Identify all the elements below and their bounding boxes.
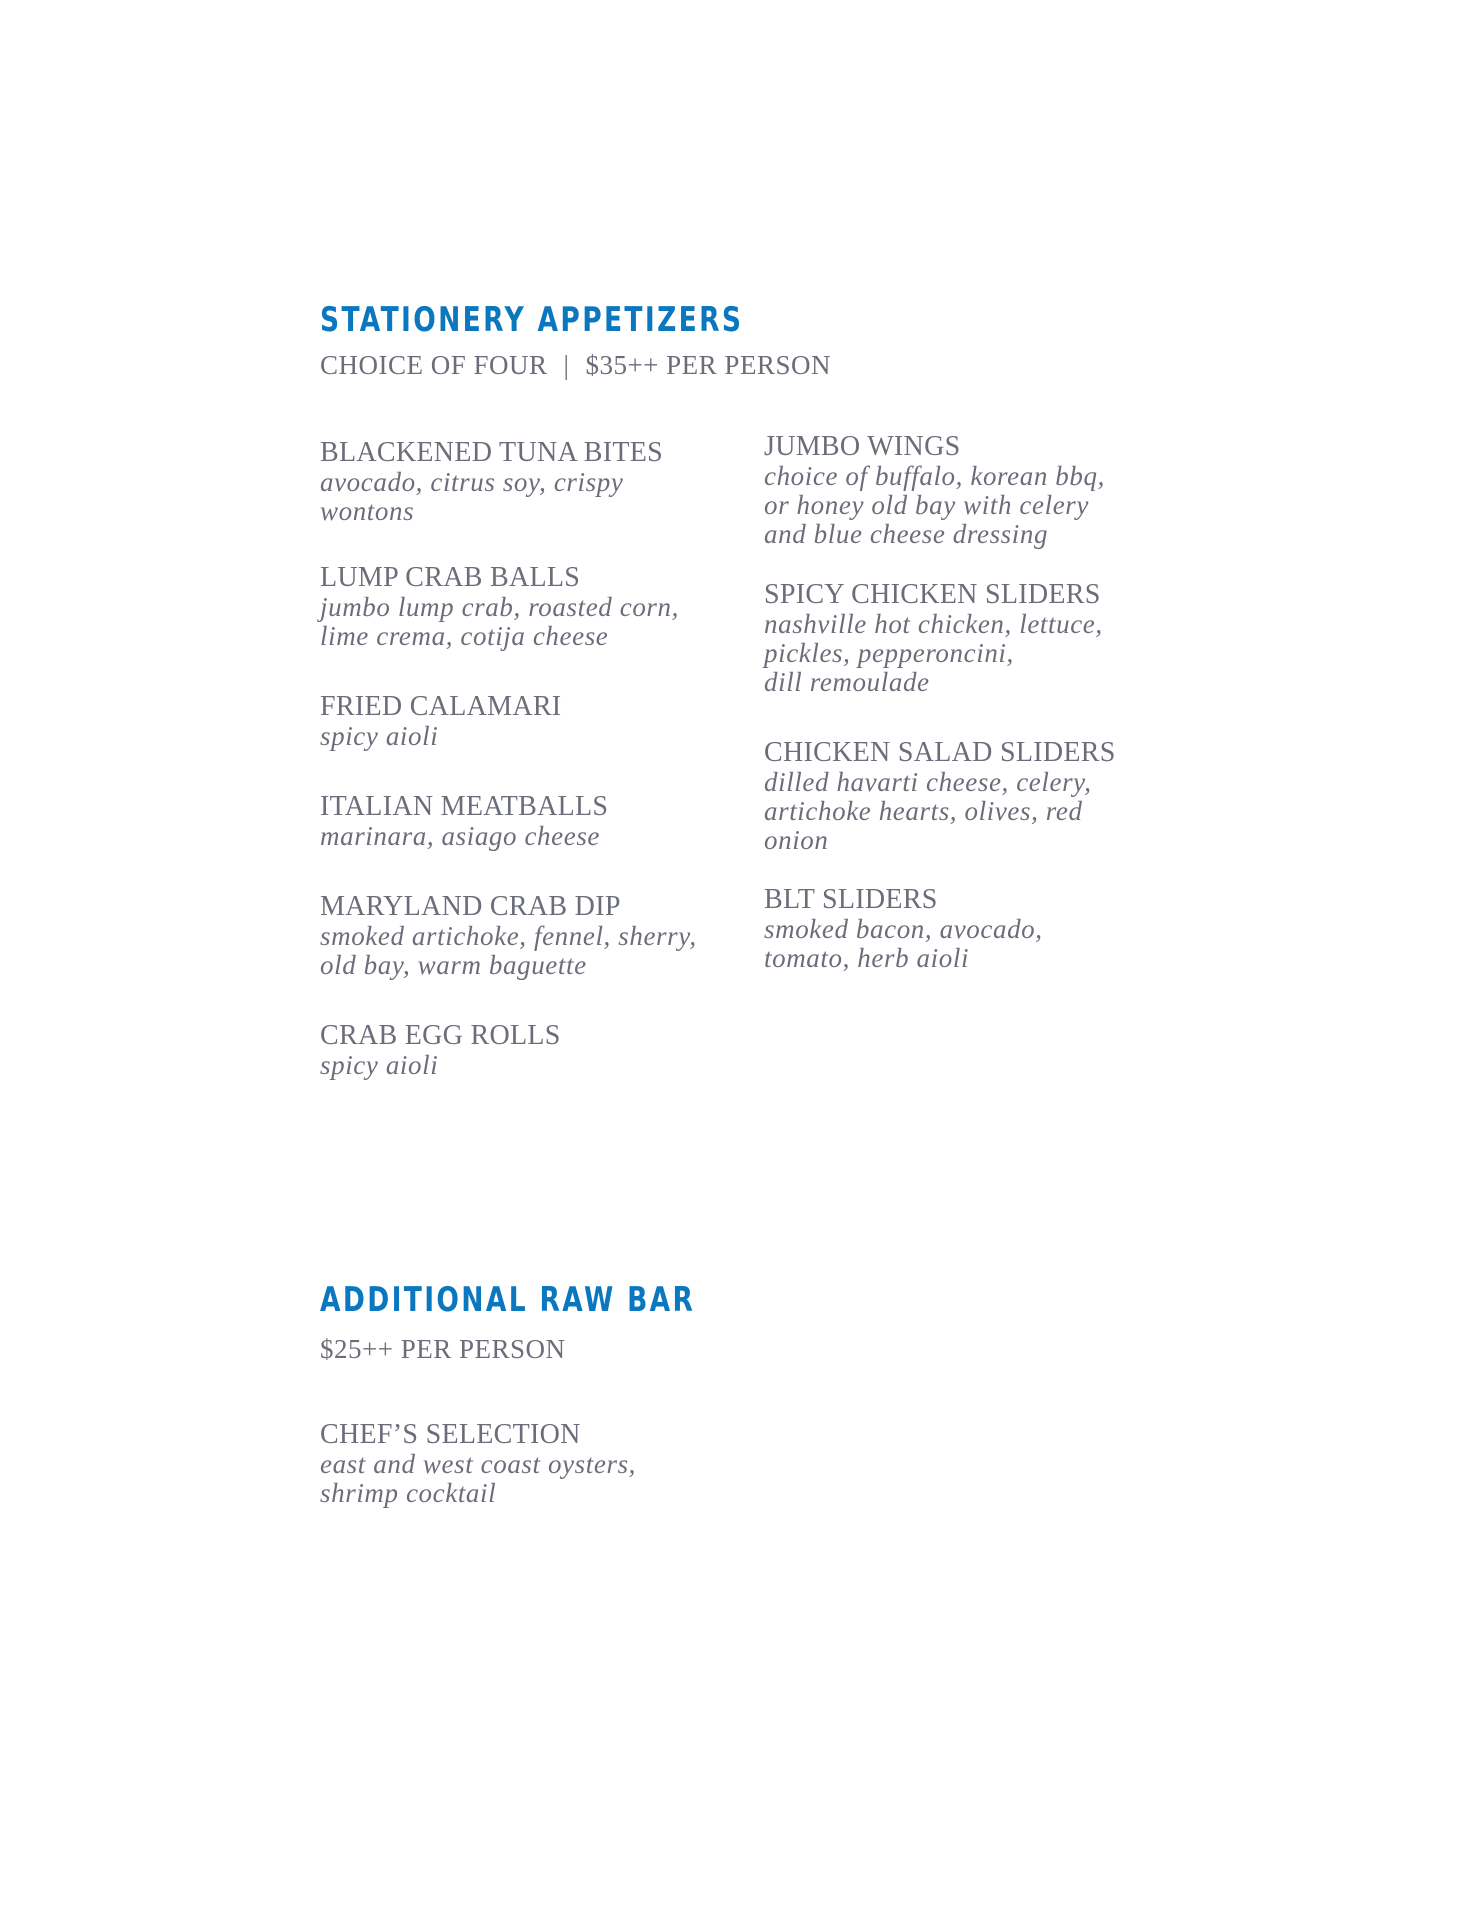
menu-item <box>764 432 1164 549</box>
menu-item <box>320 1021 720 1080</box>
menu-item-description: choice of buffalo, korean bbq, or honey old bay with celery and blue cheese dressing <box>764 461 1105 549</box>
menu-item-name: CHICKEN SALAD SLIDERS <box>764 737 1116 768</box>
menu-item <box>320 892 720 980</box>
menu-item <box>320 563 720 651</box>
menu-item <box>320 792 720 851</box>
menu-item-description: jumbo lump crab, roasted corn, lime crema, cotija cheese <box>320 592 679 651</box>
menu-item <box>320 438 720 526</box>
stationery-separator: | <box>563 350 570 380</box>
menu-item-description: avocado, citrus soy, crispy wontons <box>320 467 624 526</box>
menu-item-name: BLT SLIDERS <box>764 884 938 915</box>
menu-item <box>764 738 1164 855</box>
section-title-stationery-appetizers: STATIONERY APPETIZERS <box>320 300 744 340</box>
menu-item-description: smoked artichoke, fennel, sherry, old bay, warm baguette <box>320 921 697 980</box>
menu-item-name: CHEF’S SELECTION <box>320 1419 581 1450</box>
menu-item <box>320 1420 720 1508</box>
menu-item-name: ITALIAN MEATBALLS <box>320 791 609 822</box>
menu-item <box>764 580 1164 697</box>
stationery-price: $35++ PER PERSON <box>585 350 831 380</box>
menu-item-name: MARYLAND CRAB DIP <box>320 891 621 922</box>
menu-item-name: LUMP CRAB BALLS <box>320 562 581 593</box>
menu-item <box>764 885 1164 973</box>
menu-item-description: marinara, asiago cheese <box>320 821 601 851</box>
menu-item-description: spicy aioli <box>320 1050 439 1080</box>
menu-item <box>320 692 720 751</box>
menu-item-name: SPICY CHICKEN SLIDERS <box>764 579 1101 610</box>
menu-item-name: BLACKENED TUNA BITES <box>320 437 664 468</box>
section-title-additional-raw-bar: ADDITIONAL RAW BAR <box>320 1280 696 1320</box>
raw-bar-price: $25++ PER PERSON <box>320 1334 566 1364</box>
menu-item-description: east and west coast oysters, shrimp cocktail <box>320 1449 637 1508</box>
menu-item-name: FRIED CALAMARI <box>320 691 562 722</box>
menu-item-name: CRAB EGG ROLLS <box>320 1020 561 1051</box>
menu-item-name: JUMBO WINGS <box>764 431 961 462</box>
stationery-subtitle <box>320 350 831 381</box>
menu-item-description: smoked bacon, avocado, tomato, herb aioli <box>764 914 1043 973</box>
stationery-choice: CHOICE OF FOUR <box>320 350 548 380</box>
menu-item-description: spicy aioli <box>320 721 439 751</box>
menu-item-description: nashville hot chicken, lettuce, pickles, pepperoncini, dill remoulade <box>764 609 1103 697</box>
menu-item-description: dilled havarti cheese, celery, artichoke hearts, olives, red onion <box>764 767 1092 855</box>
